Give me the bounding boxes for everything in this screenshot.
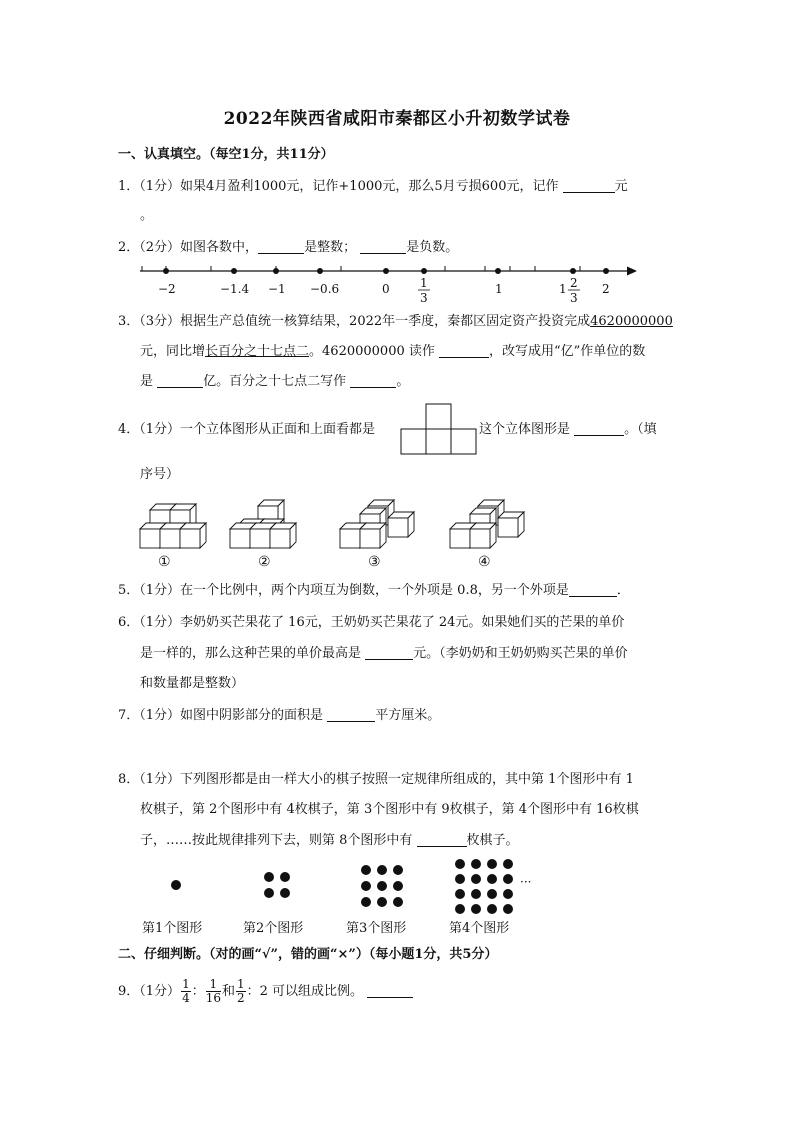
q9-frac-1 (181, 978, 191, 1005)
q9-text-b: ：2 可以组成比例。 (246, 984, 364, 999)
point-neg-2 (163, 268, 169, 274)
tick-label-1-2-3-whole: 1 (559, 282, 567, 296)
q5-number: 5． (118, 583, 140, 598)
q9-frac-1-num: 1 (182, 977, 190, 991)
q2-part2: 是整数； (304, 240, 357, 255)
q6-text-1: （1分）李奶奶买芒果花了 16元，王奶奶买芒果花了 24元。如果她们买的芒果的单价 (139, 615, 625, 630)
q9-frac-2 (206, 978, 221, 1005)
q3-text-2d: ，改写成用“亿”作单位的数 (489, 344, 646, 359)
question-3-line-2 (140, 343, 645, 361)
q5-tail: ． (616, 583, 630, 598)
tick-label-zero: 0 (382, 282, 390, 296)
tick-label-1-2-3-num: 2 (570, 276, 578, 290)
option-label-4: ④ (478, 554, 491, 570)
point-neg-1-4 (231, 268, 237, 274)
question-7 (118, 707, 440, 725)
fig2-pieces (264, 872, 290, 898)
q9-and: 和 (222, 984, 236, 999)
question-3-line-1 (118, 313, 673, 331)
q6-text-2a: 是一样的，那么这种芒果的单价最高是 (140, 646, 362, 661)
q2-part1: （2分）如图各数中， (139, 240, 259, 255)
q4-text-a: （1分）一个立体图形从正面和上面看都是 (139, 422, 376, 437)
q8-text-3b: 枚棋子。 (466, 833, 519, 848)
q8-text-3a: 子，……按此规律排列下去，则第 8个图形中有 (140, 833, 413, 848)
q7-answer-blank[interactable] (327, 707, 375, 722)
q3-text-3a: 是 (140, 374, 154, 389)
q1-tail: 元 (614, 179, 628, 194)
question-4-line-1b (479, 421, 657, 439)
question-5 (118, 582, 630, 600)
caption-fig-1: 第1个图形 (142, 921, 203, 936)
caption-fig-3: 第3个图形 (346, 921, 407, 936)
point-zero (383, 268, 389, 274)
q9-frac-2-num: 1 (206, 978, 221, 992)
question-6-line-2 (140, 645, 628, 663)
q9-answer-blank[interactable] (367, 983, 413, 998)
section-2-heading: 二、仔细判断。（对的画“√”，错的画“×”）（每小题1分，共5分） (118, 947, 498, 962)
q3-text-2c: 。4620000000 读作 (309, 344, 435, 359)
q3-yi-blank[interactable] (157, 373, 203, 388)
question-2 (118, 239, 458, 257)
point-one (495, 268, 501, 274)
q1-continuation: 。 (140, 208, 154, 223)
q5-answer-blank[interactable] (569, 582, 617, 597)
q7-text-b: 平方厘米。 (375, 708, 441, 723)
point-one-third (421, 268, 427, 274)
caption-fig-2: 第2个图形 (243, 921, 304, 936)
q3-write-blank[interactable] (350, 373, 396, 388)
q1-number: 1． (118, 179, 140, 194)
tick-label-two: 2 (602, 282, 610, 296)
q1-answer-blank[interactable] (563, 178, 615, 193)
q2-negative-blank[interactable] (360, 239, 406, 254)
q3-text-1: （3分）根据生产总值统一核算结果，2022年一季度，秦都区固定资产投资完成 (139, 314, 591, 329)
q3-text-3c: 。 (396, 374, 410, 389)
option-label-2: ② (258, 554, 271, 570)
option-label-1: ① (158, 554, 171, 570)
tick-label-neg-1-4: −1.4 (220, 282, 250, 296)
point-neg-0-6 (317, 268, 323, 274)
q2-part3: 是负数。 (406, 240, 459, 255)
q7-number: 7． (118, 708, 140, 723)
pattern-ellipsis: ··· (520, 875, 532, 889)
question-6-line-1 (118, 614, 624, 632)
q8-text-2: 枚棋子，第 2个图形中有 4枚棋子，第 3个图形中有 9枚棋子，第 4个图形中有 16枚棋 (140, 802, 639, 817)
q9-frac-2-den: 16 (205, 991, 221, 1005)
tick-label-neg-0-6: −0.6 (310, 282, 340, 296)
q9-text-a: （1分） (139, 984, 181, 999)
question-1 (118, 178, 628, 196)
tick-label-third-den: 3 (420, 291, 428, 305)
q8-text-1: （1分）下列图形都是由一样大小的棋子按照一定规律所组成的，其中第 1个图形中有 1 (139, 772, 634, 787)
cube-option-3[interactable] (340, 500, 414, 548)
number-line (140, 262, 640, 312)
fig3-pieces (361, 865, 403, 907)
point-two (603, 268, 609, 274)
q4-cube-options (138, 500, 558, 572)
section-1-heading: 一、认真填空。（每空1分，共11分） (118, 147, 334, 162)
point-neg-1 (273, 268, 279, 274)
q4-answer-blank[interactable] (574, 421, 624, 436)
q8-number: 8． (118, 772, 140, 787)
q3-text-3b: 亿。百分之十七点二写作 (203, 374, 347, 389)
point-one-two-thirds (570, 268, 576, 274)
q6-text-3: 和数量都是整数） (140, 676, 245, 691)
q6-answer-blank[interactable] (365, 645, 413, 660)
q3-text-2a: 元，同比增 (140, 344, 206, 359)
tick-label-neg-2: −2 (158, 282, 176, 296)
caption-fig-4: 第4个图形 (449, 921, 510, 936)
q9-number: 9． (118, 984, 140, 999)
q9-frac-1-den: 4 (182, 991, 190, 1005)
q7-text-a: （1分）如图中阴影部分的面积是 (139, 708, 324, 723)
q4-text-c: 。（填 (624, 422, 657, 437)
q4-text-b: 这个立体图形是 (479, 422, 571, 437)
q3-percent-underlined: 长百分之十七点二 (205, 344, 310, 359)
q6-number: 6． (118, 615, 140, 630)
q3-read-blank[interactable] (439, 343, 489, 358)
tick-label-one: 1 (495, 282, 503, 296)
q9-colon: ： (191, 984, 205, 999)
q6-text-2b: 元。（李奶奶和王奶奶购买芒果的单价 (413, 646, 628, 661)
cube-option-2[interactable] (230, 500, 296, 548)
q3-number: 3． (118, 314, 140, 329)
q8-answer-blank[interactable] (417, 832, 467, 847)
question-4-line-1 (118, 421, 375, 439)
q2-number: 2． (118, 240, 140, 255)
cube-option-4[interactable] (450, 500, 524, 548)
q3-number-underlined: 4620000000 (590, 314, 673, 329)
fig4-pieces (455, 859, 513, 914)
cube-option-1[interactable] (140, 504, 206, 548)
q9-frac-3 (236, 978, 246, 1005)
tick-label-third-num: 1 (420, 276, 428, 290)
q9-frac-3-num: 1 (237, 977, 245, 991)
tick-label-neg-1: −1 (268, 282, 286, 296)
q4-view-figure (400, 403, 480, 455)
q2-integer-blank[interactable] (258, 239, 304, 254)
question-8-line-3 (140, 832, 519, 850)
question-8-line-1 (118, 771, 634, 789)
question-9 (118, 974, 413, 1010)
q1-text: （1分）如果4月盈利1000元，记作+1000元，那么5月亏损600元，记作 (139, 179, 559, 194)
question-3-line-3 (140, 373, 409, 391)
q4-number: 4． (118, 422, 140, 437)
fig1-piece (171, 880, 181, 890)
page-title: 2022年陕西省咸阳市秦都区小升初数学试卷 (223, 109, 571, 129)
option-label-3: ③ (368, 554, 381, 570)
q9-frac-3-den: 2 (237, 991, 245, 1005)
q5-text: （1分）在一个比例中，两个内项互为倒数，一个外项是 0.8，另一个外项是 (139, 583, 569, 598)
tick-label-1-2-3-den: 3 (570, 291, 578, 305)
q4-text-d: 序号） (140, 467, 180, 482)
